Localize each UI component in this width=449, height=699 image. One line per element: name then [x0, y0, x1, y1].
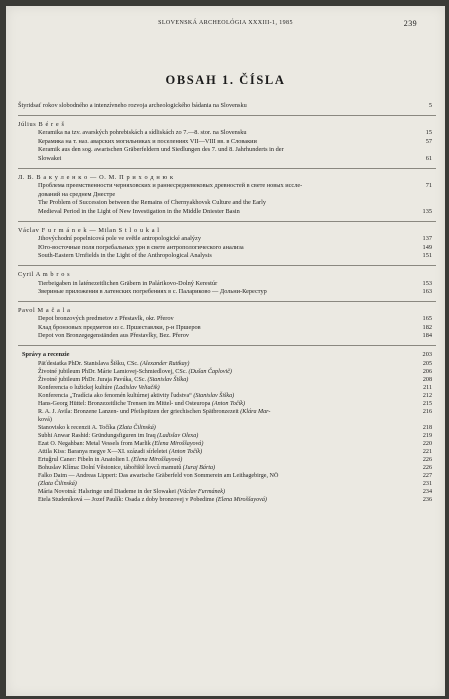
- review-title: Hans-Georg Hüttel: Bronzezeitliche Trensen im Mittel- und Osteuropa: [38, 400, 212, 407]
- review-page-number: 211: [423, 384, 432, 391]
- contents-entry: [18, 121, 436, 169]
- entry-line: [18, 324, 436, 333]
- reviews-heading-text: Správy a recenzie: [22, 351, 70, 359]
- contents-entry: [18, 174, 436, 222]
- review-author: (Anton Točík): [168, 449, 203, 456]
- review-item: [18, 472, 436, 480]
- review-page-number: 227: [422, 473, 432, 480]
- divider: [18, 221, 436, 222]
- review-item: [18, 464, 436, 472]
- entry-line: [18, 244, 436, 253]
- review-author: (Juraj Bárta): [182, 465, 216, 472]
- review-author: (Václav Furmánek): [177, 489, 225, 496]
- review-page-number: 212: [422, 392, 432, 399]
- entry-line: [18, 199, 436, 208]
- entry-title: Клад бронзовых предметов из с. Пршеставлки, р-н Пршеров: [38, 323, 201, 331]
- entry-line: [18, 315, 436, 324]
- entry-line: [18, 146, 436, 155]
- divider: [18, 345, 436, 346]
- entry-line: [18, 138, 436, 147]
- review-item: [18, 384, 436, 392]
- entry-page-number: 5: [428, 102, 432, 109]
- entry-page-number: 163: [422, 288, 432, 296]
- review-author: (Anton Točík): [211, 400, 245, 407]
- review-page-number: 208: [422, 376, 432, 383]
- review-item: [18, 416, 436, 424]
- review-title: Ertuğrul Caner: Fibeln in Anatolien I.: [38, 457, 132, 464]
- review-item: [18, 392, 436, 400]
- entry-page-number: 15: [425, 129, 432, 137]
- review-page-number: 221: [422, 449, 432, 456]
- entry-title: The Problem of Succession between the Remains of Chernyakhovsk Culture and the Early: [38, 199, 267, 207]
- contents-entry: [18, 307, 436, 346]
- review-item: [18, 448, 436, 456]
- review-item: [18, 408, 436, 416]
- review-title: Päťdesiatka PhDr. Stanislava Šišku, CSc.: [38, 360, 141, 367]
- review-item: [18, 376, 436, 384]
- entry-page-number: 71: [425, 182, 432, 190]
- review-author: (Zlata Čilinská): [38, 481, 77, 488]
- entry-title: Keramika na tzv. avarských pohrebiskách a sídliskách zo 7.—8. stor. na Slovensku: [38, 129, 247, 137]
- review-page-number: 226: [422, 465, 432, 472]
- review-title: Attila Kiss: Baranya megye X—XI. századi sírleletei: [38, 449, 169, 456]
- divider: [18, 115, 436, 116]
- review-title: Etela Studeníková — Jozef Paulík: Osada z doby bronzovej v Pobedime: [38, 497, 216, 504]
- entry-line: [18, 208, 436, 217]
- entry-author: Július B é r e š: [18, 120, 65, 128]
- review-item: [18, 496, 436, 504]
- divider: [18, 168, 436, 169]
- review-item: [18, 368, 436, 376]
- review-author: (Stanislav Šiška): [147, 376, 189, 383]
- review-title: Životné jubileum PhDr. Márie Lamiovej-Schmiedlovej, CSc.: [38, 368, 189, 375]
- review-author: (Ladislav Veliačik): [113, 384, 160, 391]
- review-title: Mária Novotná: Halsringe und Diademe in der Slowakei: [38, 489, 178, 496]
- review-page-number: 216: [422, 408, 432, 415]
- entry-page-number: 184: [422, 332, 432, 340]
- reviews-heading-page: 203: [422, 351, 432, 359]
- review-author: (Ladislav Olexa): [157, 433, 199, 440]
- entry-line: [18, 280, 436, 289]
- review-page-number: 234: [422, 489, 432, 496]
- entry-title: Depot von Bronzegegenständen aus Přestavlky, Bez. Přerov: [38, 332, 190, 340]
- entry-line: [18, 129, 436, 138]
- page-number: 239: [403, 19, 417, 28]
- review-page-number: 215: [422, 400, 432, 407]
- entry-title: Jihovýchodní popelnicová pole ve světle antropologické analýzy: [38, 235, 201, 243]
- review-page-number: 220: [422, 441, 432, 448]
- review-item: [18, 480, 436, 488]
- entry-page-number: 182: [422, 323, 432, 331]
- entry-page-number: 165: [422, 315, 432, 323]
- review-title: Falko Daim — Andreas Lippert: Das awarische Gräberfeld von Sommerein am Leithagebirge, NÖ: [38, 473, 279, 480]
- review-title: Bohuslav Klíma: Dolní Věstonice, tábořiště lovců mamutů: [38, 465, 183, 472]
- entry-line: [18, 332, 436, 341]
- divider: [18, 301, 436, 302]
- entry-title: дований на среднем Днестре: [38, 190, 116, 198]
- contents-entry: [18, 227, 436, 266]
- contents-entry: [18, 271, 436, 302]
- entry-title: Юго-восточные поля погребальных урн в свете антропологического анализа: [38, 243, 244, 251]
- entry-title: Tierbeigaben in laténezeitlichen Gräbern in Palárikovo-Dolný Kerestúr: [38, 279, 218, 287]
- entry-line: [18, 155, 436, 164]
- entry-line: [18, 252, 436, 261]
- entry-title: Звериные приложения в латенских погребениях в с. Палариково — Дольни-Керестур: [38, 288, 267, 296]
- entry-author: Л. В. В а к у л е н к о — О. М. П р и х о д н ю к: [18, 173, 174, 181]
- review-page-number: 206: [422, 368, 432, 375]
- review-author: (Elena Miroššayová): [152, 441, 204, 448]
- document-page: [6, 6, 445, 696]
- review-author: (Elena Miroššayová): [215, 497, 267, 504]
- entry-author: Cyril A m b r o s: [18, 270, 71, 278]
- review-page-number: 231: [422, 481, 432, 488]
- reviews-heading: [18, 351, 436, 360]
- review-author: (Klára Mar-: [240, 408, 271, 415]
- entry-title: Štyridsať rokov slobodného a intenzívneho rozvoja archeologického bádania na Slovensku: [18, 102, 247, 109]
- review-author: (Zlata Čilinská): [117, 425, 156, 432]
- entry-line: [18, 191, 436, 200]
- review-author: (Stanislav Šiška): [193, 392, 235, 399]
- entry-line: [18, 182, 436, 191]
- review-item: [18, 424, 436, 432]
- contents-title: OBSAH 1. ČÍSLA: [165, 73, 286, 87]
- review-title: Subhi Anwar Rashid: Gründungsfiguren im Iraq: [38, 433, 158, 440]
- entry-title: Medieval Period in the Light of New Investigation in the Middle Dniester Basin: [38, 207, 240, 215]
- review-item: [18, 400, 436, 408]
- review-item: [18, 456, 436, 464]
- review-item: [18, 432, 436, 440]
- entry-page-number: 61: [425, 154, 432, 162]
- review-title: R. A. J. Avila: Bronzene Lanzen- und Pfeilspitzen der griechischen Spätbronzezeit: [38, 408, 241, 415]
- entry-page-number: 153: [422, 279, 432, 287]
- entry-page-number: 149: [422, 243, 432, 251]
- review-author: (Alexander Ruttkay): [140, 360, 190, 367]
- review-item: [18, 488, 436, 496]
- entry-title: Depot bronzových predmetov z Přestavlk, okr. Přerov: [38, 315, 174, 323]
- entry-page-number: 151: [422, 252, 432, 260]
- review-page-number: 236: [422, 497, 432, 504]
- review-page-number: 226: [422, 457, 432, 464]
- contents-entry: [18, 102, 436, 116]
- entry-page-number: 135: [422, 207, 432, 215]
- review-title: Životné jubileum PhDr. Juraja Pavúka, CSc.: [38, 376, 148, 383]
- entry-line: [18, 235, 436, 244]
- reviews-section: [18, 351, 436, 504]
- entry-line: [18, 288, 436, 297]
- review-page-number: 219: [422, 433, 432, 440]
- review-item: [18, 440, 436, 448]
- review-title: Ezat O. Negahban: Metal Vessels from Marlik: [38, 441, 153, 448]
- contents-list: [18, 102, 436, 505]
- review-title: ková): [38, 416, 52, 423]
- entry-title: Keramik aus den sog. awarischen Gräberfeldern und Siedlungen des 7. und 8. Jahrhunderts in der: [38, 146, 284, 154]
- entry-line: [18, 102, 436, 111]
- entry-title: Керамика на т. наз. аварских могильниках и поселениях VII—VIII вв. в Словакии: [38, 137, 257, 145]
- entry-title: South-Eastern Urnfields in the Light of the Anthropological Analysis: [38, 252, 212, 260]
- entry-page-number: 137: [422, 235, 432, 243]
- entry-title: Проблема преемственности черняховских и раннесредневековых древностей в свете новых иссле-: [38, 182, 303, 190]
- journal-name: SLOVENSKÁ ARCHEOLÓGIA XXXIII-1, 1985: [158, 20, 293, 26]
- review-page-number: 205: [422, 360, 432, 367]
- review-title: Stanovisko k recenzii A. Točíka: [38, 425, 118, 432]
- entry-title: Slowakei: [38, 154, 62, 162]
- review-author: (Dušan Čaplovič): [188, 368, 232, 375]
- entry-author: Pavol M a č a l a: [18, 306, 71, 314]
- review-page-number: 218: [422, 425, 432, 432]
- review-title: Konferencia o lužickej kultúre: [38, 384, 114, 391]
- entry-page-number: 57: [425, 137, 432, 145]
- entry-author: Václav F u r m á n e k — Milan S t l o u k a l: [18, 226, 160, 234]
- review-item: [18, 360, 436, 368]
- review-title: Konferencia „Tradícia ako fenomén kultúrnej aktivity ľudstva“: [38, 392, 194, 399]
- review-author: (Elena Miroššayová): [131, 457, 183, 464]
- divider: [18, 265, 436, 266]
